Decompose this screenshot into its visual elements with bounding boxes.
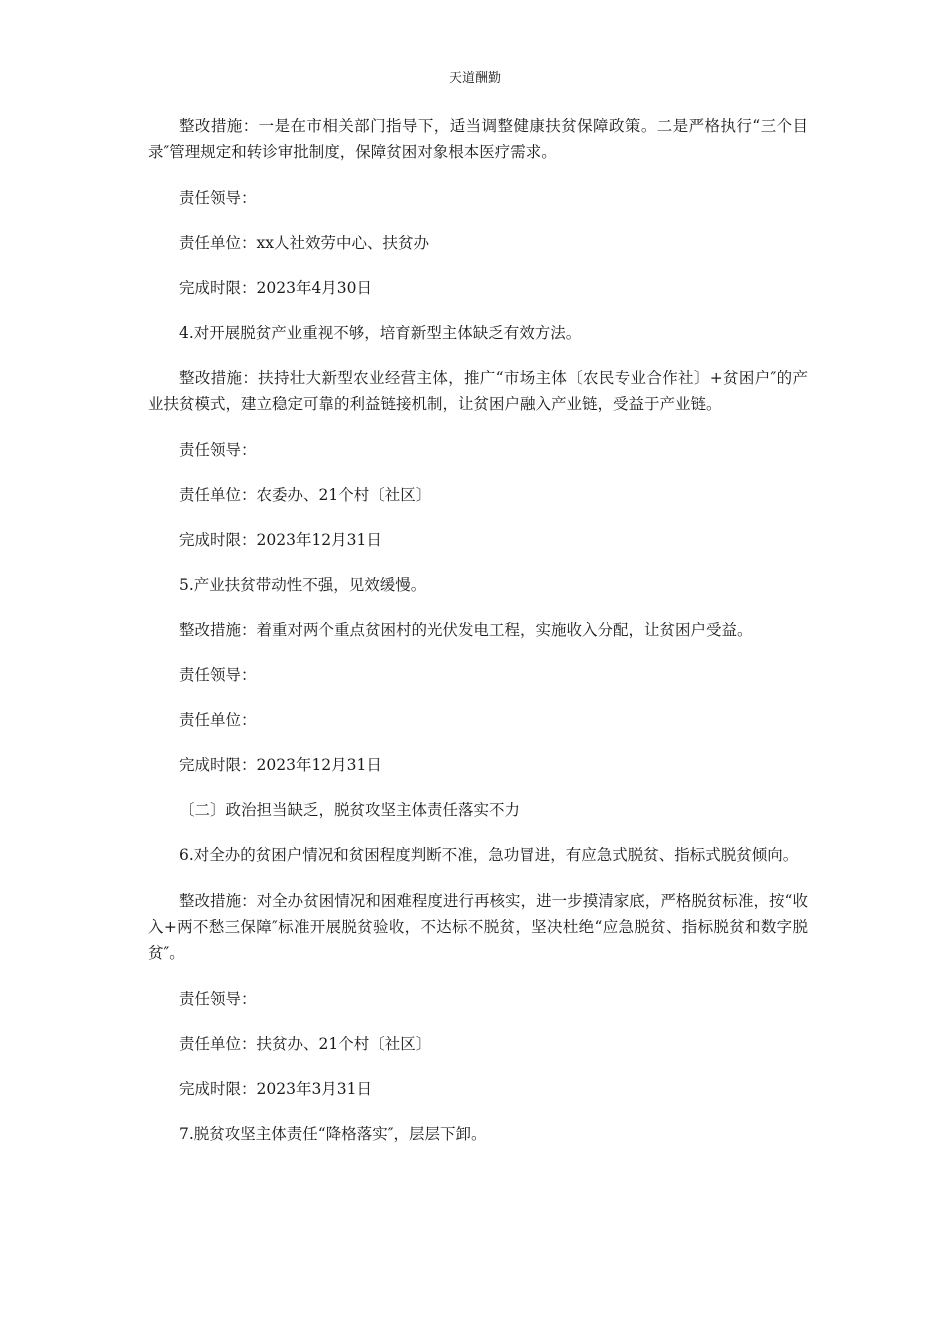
issue-item-4: 4.对开展脱贫产业重视不够，培育新型主体缺乏有效方法。: [179, 324, 582, 342]
responsible-unit: 责任单位：xx人社效劳中心、扶贫办: [179, 234, 429, 252]
measure-paragraph: 整改措施：着重对两个重点贫困村的光伏发电工程，实施收入分配，让贫困户受益。: [179, 621, 753, 639]
measure-paragraph: 整改措施：一是在市相关部门指导下，适当调整健康扶贫保障政策。二是严格执行“三个目录″管理规定和转诊审批制度，保障贫困对象根本医疗需求。: [148, 117, 808, 161]
page-header: 天道酬勤: [448, 71, 501, 86]
section-heading: 〔二〕政治担当缺乏，脱贫攻坚主体责任落实不力: [179, 801, 521, 819]
document-body: [148, 113, 808, 1166]
responsible-leader: 责任领导：: [179, 666, 257, 684]
deadline: 完成时限：2023年12月31日: [179, 531, 382, 549]
deadline: 完成时限：2023年3月31日: [179, 1080, 373, 1098]
responsible-leader: 责任领导：: [179, 189, 257, 207]
issue-item-5: 5.产业扶贫带动性不强，见效缓慢。: [179, 576, 427, 594]
deadline: 完成时限：2023年12月31日: [179, 756, 382, 774]
responsible-leader: 责任领导：: [179, 990, 257, 1008]
issue-item-6: 6.对全办的贫困户情况和贫困程度判断不准，急功冒进，有应急式脱贫、指标式脱贫倾向。: [179, 846, 799, 864]
responsible-unit: 责任单位：: [179, 711, 257, 729]
responsible-unit: 责任单位：农委办、21个村〔社区〕: [179, 486, 432, 504]
issue-item-7: 7.脱贫攻坚主体责任“降格落实″，层层下卸。: [179, 1125, 487, 1143]
responsible-unit: 责任单位：扶贫办、21个村〔社区〕: [179, 1035, 432, 1053]
measure-paragraph: 整改措施：对全办贫困情况和困难程度进行再核实，进一步摸清家底，严格脱贫标准，按“收入+两不愁三保障″标准开展脱贫验收，不达标不脱贫，坚决杜绝“应急脱贫、指标脱贫和数字脱贫″。: [148, 892, 808, 962]
responsible-leader: 责任领导：: [179, 441, 257, 459]
measure-paragraph: 整改措施：扶持壮大新型农业经营主体，推广“市场主体〔农民专业合作社〕+贫困户″的产业扶贫模式，建立稳定可靠的利益链接机制，让贫困户融入产业链，受益于产业链。: [148, 369, 808, 413]
deadline: 完成时限：2023年4月30日: [179, 279, 373, 297]
